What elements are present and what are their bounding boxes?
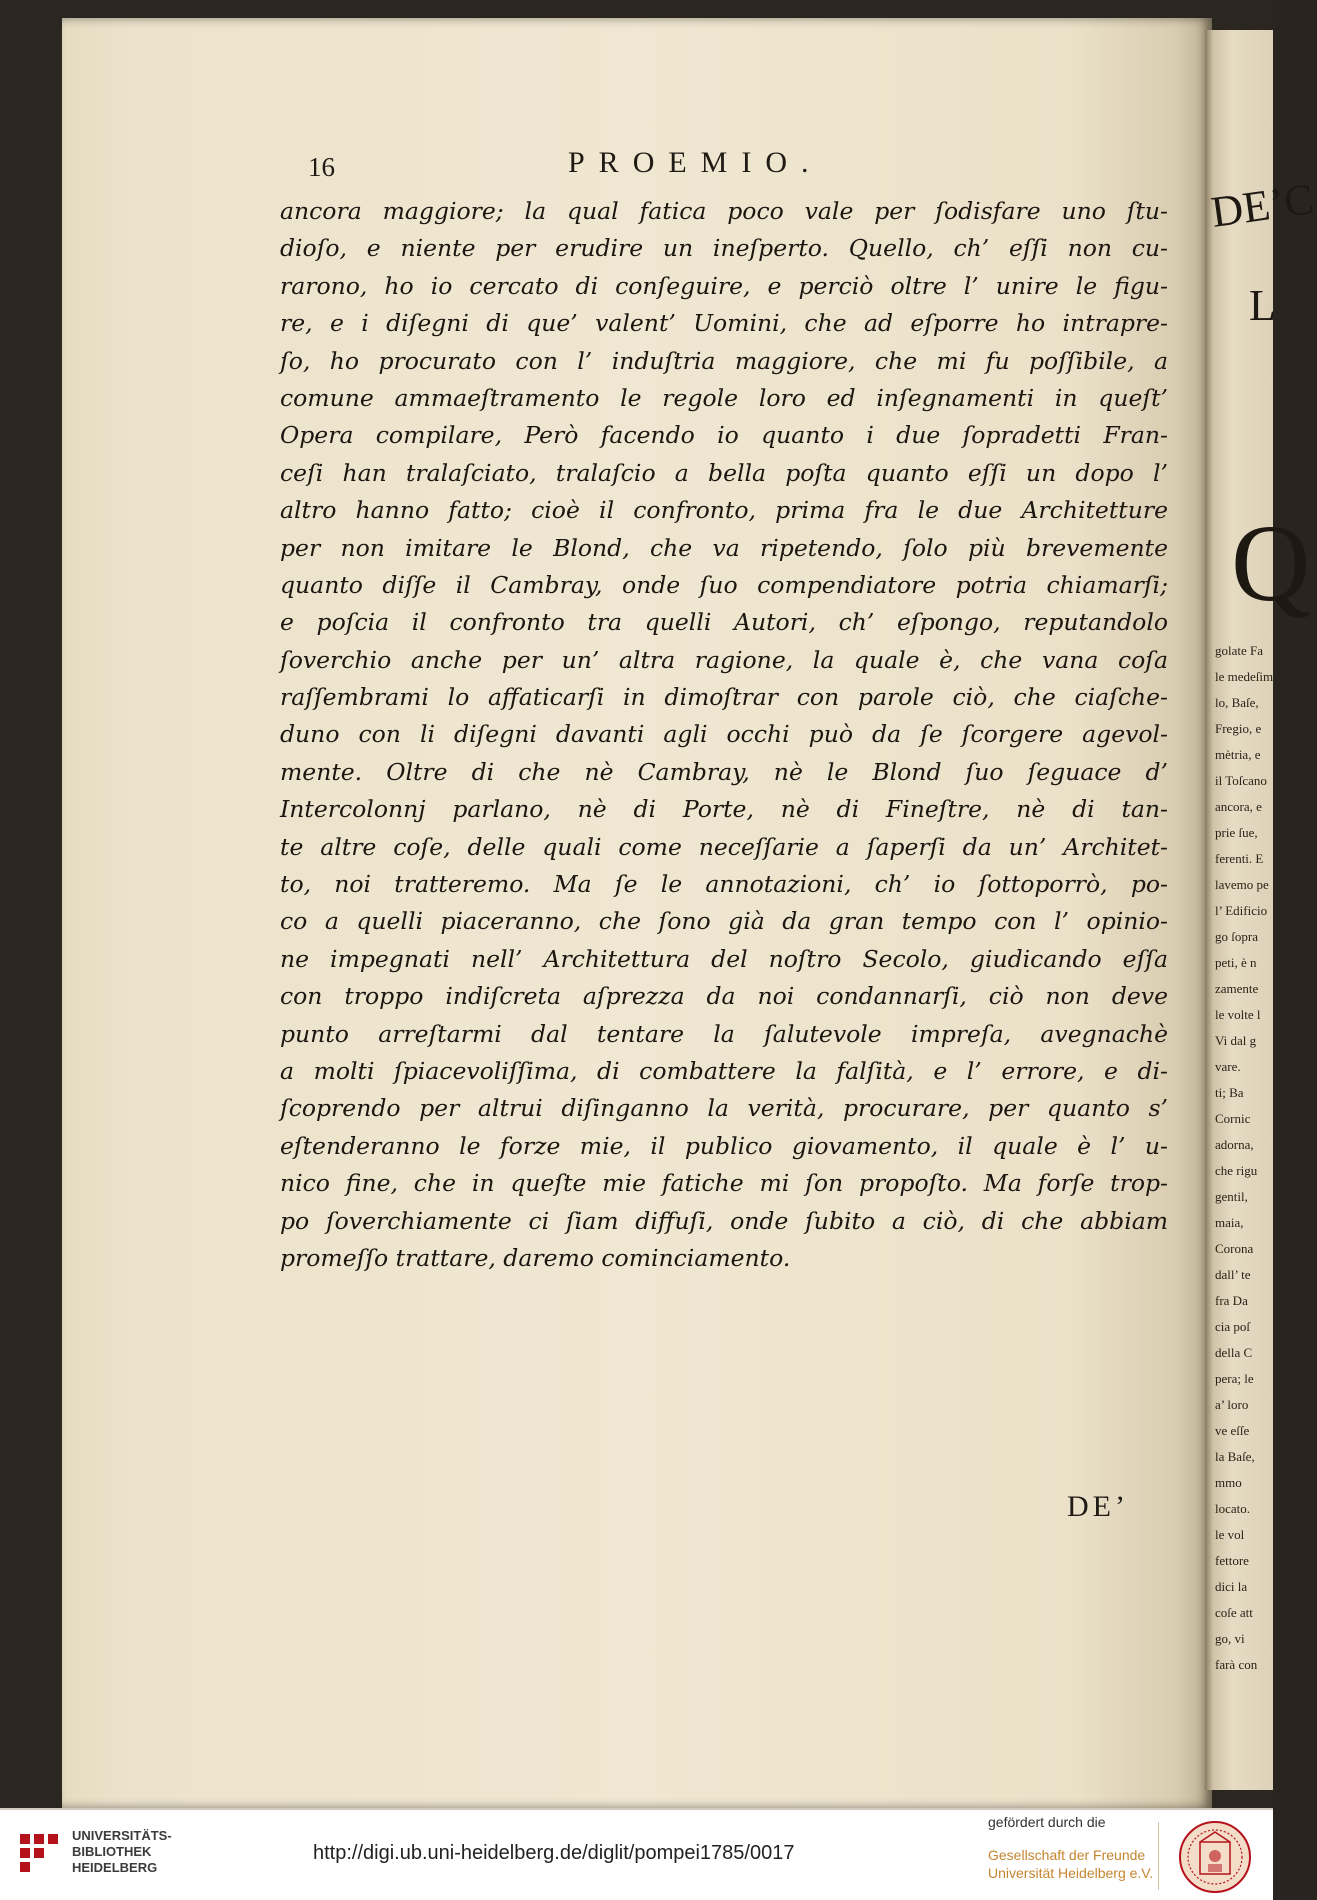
- facing-line: golate Fa: [1215, 643, 1264, 658]
- sponsor-name[interactable]: [988, 1846, 1153, 1882]
- facing-line: lavemo pe: [1215, 877, 1269, 892]
- permalink-url[interactable]: http://digi.ub.uni-heidelberg.de/diglit/pompei1785/0017: [313, 1842, 795, 1864]
- body-text: [280, 193, 1168, 1277]
- facing-line: ve eſſe: [1215, 1423, 1250, 1438]
- text-line: nico fine, che in queſte mie fatiche mi ſon propoſto. Ma forſe trop-: [280, 1169, 1168, 1198]
- facing-line: le vol: [1215, 1527, 1245, 1542]
- text-line: mente. Oltre di che nè Cambray, nè le Blond ſuo ſeguace d’: [280, 757, 1168, 786]
- text-line: dioſo, e niente per erudire un ineſperto. Quello, ch’ eſſi non cu-: [280, 234, 1168, 263]
- text-line: to, noi tratteremo. Ma ſe le annotazioni, ch’ io ſottoporrò, po-: [280, 870, 1168, 899]
- facing-line: Vi dal g: [1215, 1033, 1257, 1048]
- text-line: raſſembrami lo affaticarſi in dimoſtrar con parole ciò, che ciaſche-: [280, 683, 1168, 712]
- facing-line: le volte l: [1215, 1007, 1261, 1022]
- text-line: co a quelli piaceranno, che ſono già da gran tempo con l’ opinio-: [280, 907, 1168, 936]
- facing-line: il Toſcano: [1215, 773, 1267, 788]
- facing-line: peti, è n: [1215, 955, 1257, 970]
- facing-line: vare.: [1215, 1059, 1241, 1074]
- facing-line: ti; Ba: [1215, 1085, 1244, 1100]
- text-line: Intercolonnj parlano, nè di Porte, nè di Fineſtre, nè di tan-: [280, 795, 1168, 824]
- library-name-line: UNIVERSITÄTS-: [72, 1828, 172, 1843]
- text-line: ancora maggiore; la qual fatica poco vale per ſodisfare uno ſtu-: [280, 197, 1168, 225]
- text-line: te altre coſe, delle quali come neceſſarie a ſaperſi da un’ Architet-: [280, 832, 1168, 861]
- facing-line: maia,: [1215, 1215, 1244, 1230]
- facing-line: le medeſim: [1215, 669, 1274, 684]
- text-line: ſo, ho procurato con l’ induſtria maggiore, che mi fu poſſibile, a: [280, 346, 1168, 375]
- facing-line: adorna,: [1215, 1137, 1254, 1152]
- text-line: comune ammaeſtramento le regole loro ed inſegnamenti in queſt’: [280, 383, 1168, 412]
- sponsor-caption: gefördert durch die: [988, 1814, 1106, 1830]
- text-line: ceſi han tralaſciato, tralaſcio a bella poſta quanto eſſi un dopo l’: [280, 458, 1168, 487]
- text-line: per non imitare le Blond, che va ripetendo, ſolo più brevemente: [280, 533, 1168, 562]
- facing-line: farà con: [1215, 1657, 1258, 1672]
- facing-line: prie ſue,: [1215, 825, 1258, 840]
- library-name-line: BIBLIOTHEK: [72, 1844, 152, 1859]
- text-line: po ſoverchiamente ci ſiam diffuſi, onde ſubito a ciò, di che abbiam: [280, 1206, 1168, 1235]
- sponsor-divider: [1158, 1822, 1159, 1890]
- text-line: ne impegnati nell’ Architettura del noſtro Secolo, giudicando eſſa: [280, 944, 1168, 973]
- text-line: promeſſo trattare, daremo cominciamento.: [280, 1243, 791, 1272]
- facing-line: Corona: [1215, 1241, 1254, 1256]
- facing-line: mètria, e: [1215, 747, 1261, 762]
- facing-line: fettore: [1215, 1553, 1249, 1568]
- text-line: duno con li diſegni davanti agli occhi può da ſe ſcorgere agevol-: [280, 720, 1168, 749]
- facing-line: dall’ te: [1215, 1267, 1251, 1282]
- facing-line: pera; le: [1215, 1371, 1254, 1386]
- facing-line: coſe att: [1215, 1605, 1253, 1620]
- facing-drop-cap: Q: [1231, 502, 1311, 624]
- facing-line: l’ Edificio: [1215, 903, 1268, 918]
- text-line: ſoverchio anche per un’ altra ragione, la quale è, che vana coſa: [280, 645, 1168, 674]
- facing-line: locato.: [1215, 1501, 1251, 1516]
- text-line: Opera compilare, Però facendo io quanto i due ſopradetti Fran-: [280, 421, 1168, 450]
- facing-text-column: [1171, 638, 1273, 1678]
- facing-line: gentil,: [1215, 1189, 1248, 1204]
- facing-line: la Baſe,: [1215, 1449, 1255, 1464]
- running-head: PROEMIO.: [568, 146, 823, 179]
- catchword: DE’: [1067, 1490, 1129, 1523]
- university-seal-icon[interactable]: [1178, 1820, 1252, 1894]
- text-line: altro hanno fatto; cioè il confronto, prima fra le due Architetture: [280, 496, 1168, 525]
- university-library-logo-icon[interactable]: [18, 1832, 62, 1876]
- facing-line: della C: [1215, 1345, 1253, 1360]
- facing-line: Cornic: [1215, 1111, 1251, 1126]
- footer-banner: [0, 1808, 1273, 1900]
- text-line: eſtenderanno le forze mie, il publico giovamento, il quale è l’ u-: [280, 1131, 1168, 1160]
- facing-line: fra Da: [1215, 1293, 1248, 1308]
- facing-heading: DE’C: [1208, 174, 1317, 237]
- facing-line: ancora, e: [1215, 799, 1262, 814]
- text-line: rarono, ho io cercato di conſeguire, e perciò oltre l’ unire le figu-: [280, 271, 1168, 300]
- facing-heading-2: L: [1249, 281, 1276, 330]
- library-name[interactable]: [72, 1828, 172, 1876]
- footer-divider: [0, 1808, 1273, 1810]
- facing-line: dici la: [1215, 1579, 1248, 1594]
- facing-line: cia poſ: [1215, 1319, 1251, 1334]
- facing-line: che rigu: [1215, 1163, 1258, 1178]
- facing-line: zamente: [1215, 981, 1259, 996]
- text-line: con troppo indiſcreta aſprezza da noi condannarſi, ciò non deve: [280, 982, 1168, 1011]
- facing-line: a’ loro: [1215, 1397, 1249, 1412]
- facing-line: ferenti. E: [1215, 851, 1264, 866]
- facing-page: [1205, 30, 1317, 1790]
- text-line: quanto diſſe il Cambray, onde ſuo compendiatore potria chiamarſi;: [280, 570, 1168, 599]
- text-line: punto arreſtarmi dal tentare la ſalutevole impreſa, avegnachè: [280, 1019, 1168, 1048]
- library-name-line: HEIDELBERG: [72, 1860, 158, 1875]
- text-line: ſcoprendo per altrui diſinganno la verità, procurare, per quanto s’: [280, 1094, 1168, 1123]
- facing-line: Fregio, e: [1215, 721, 1262, 736]
- facing-line: go ſopra: [1215, 929, 1258, 944]
- page-number: 16: [308, 152, 335, 182]
- sponsor-name-line: Universität Heidelberg e.V.: [988, 1865, 1154, 1881]
- facing-line: mmo: [1215, 1475, 1242, 1490]
- sponsor-name-line: Gesellschaft der Freunde: [988, 1847, 1146, 1863]
- facing-line: go, vi: [1215, 1631, 1245, 1646]
- facing-line: lo, Baſe,: [1215, 695, 1259, 710]
- text-line: e poſcia il confronto tra quelli Autori, ch’ eſpongo, reputandolo: [280, 608, 1168, 637]
- text-line: a molti ſpiacevoliſſima, di combattere la falſità, e l’ errore, e di-: [280, 1056, 1168, 1085]
- text-line: re, e i diſegni di que’ valent’ Uomini, che ad eſporre ho intrapre-: [280, 309, 1168, 338]
